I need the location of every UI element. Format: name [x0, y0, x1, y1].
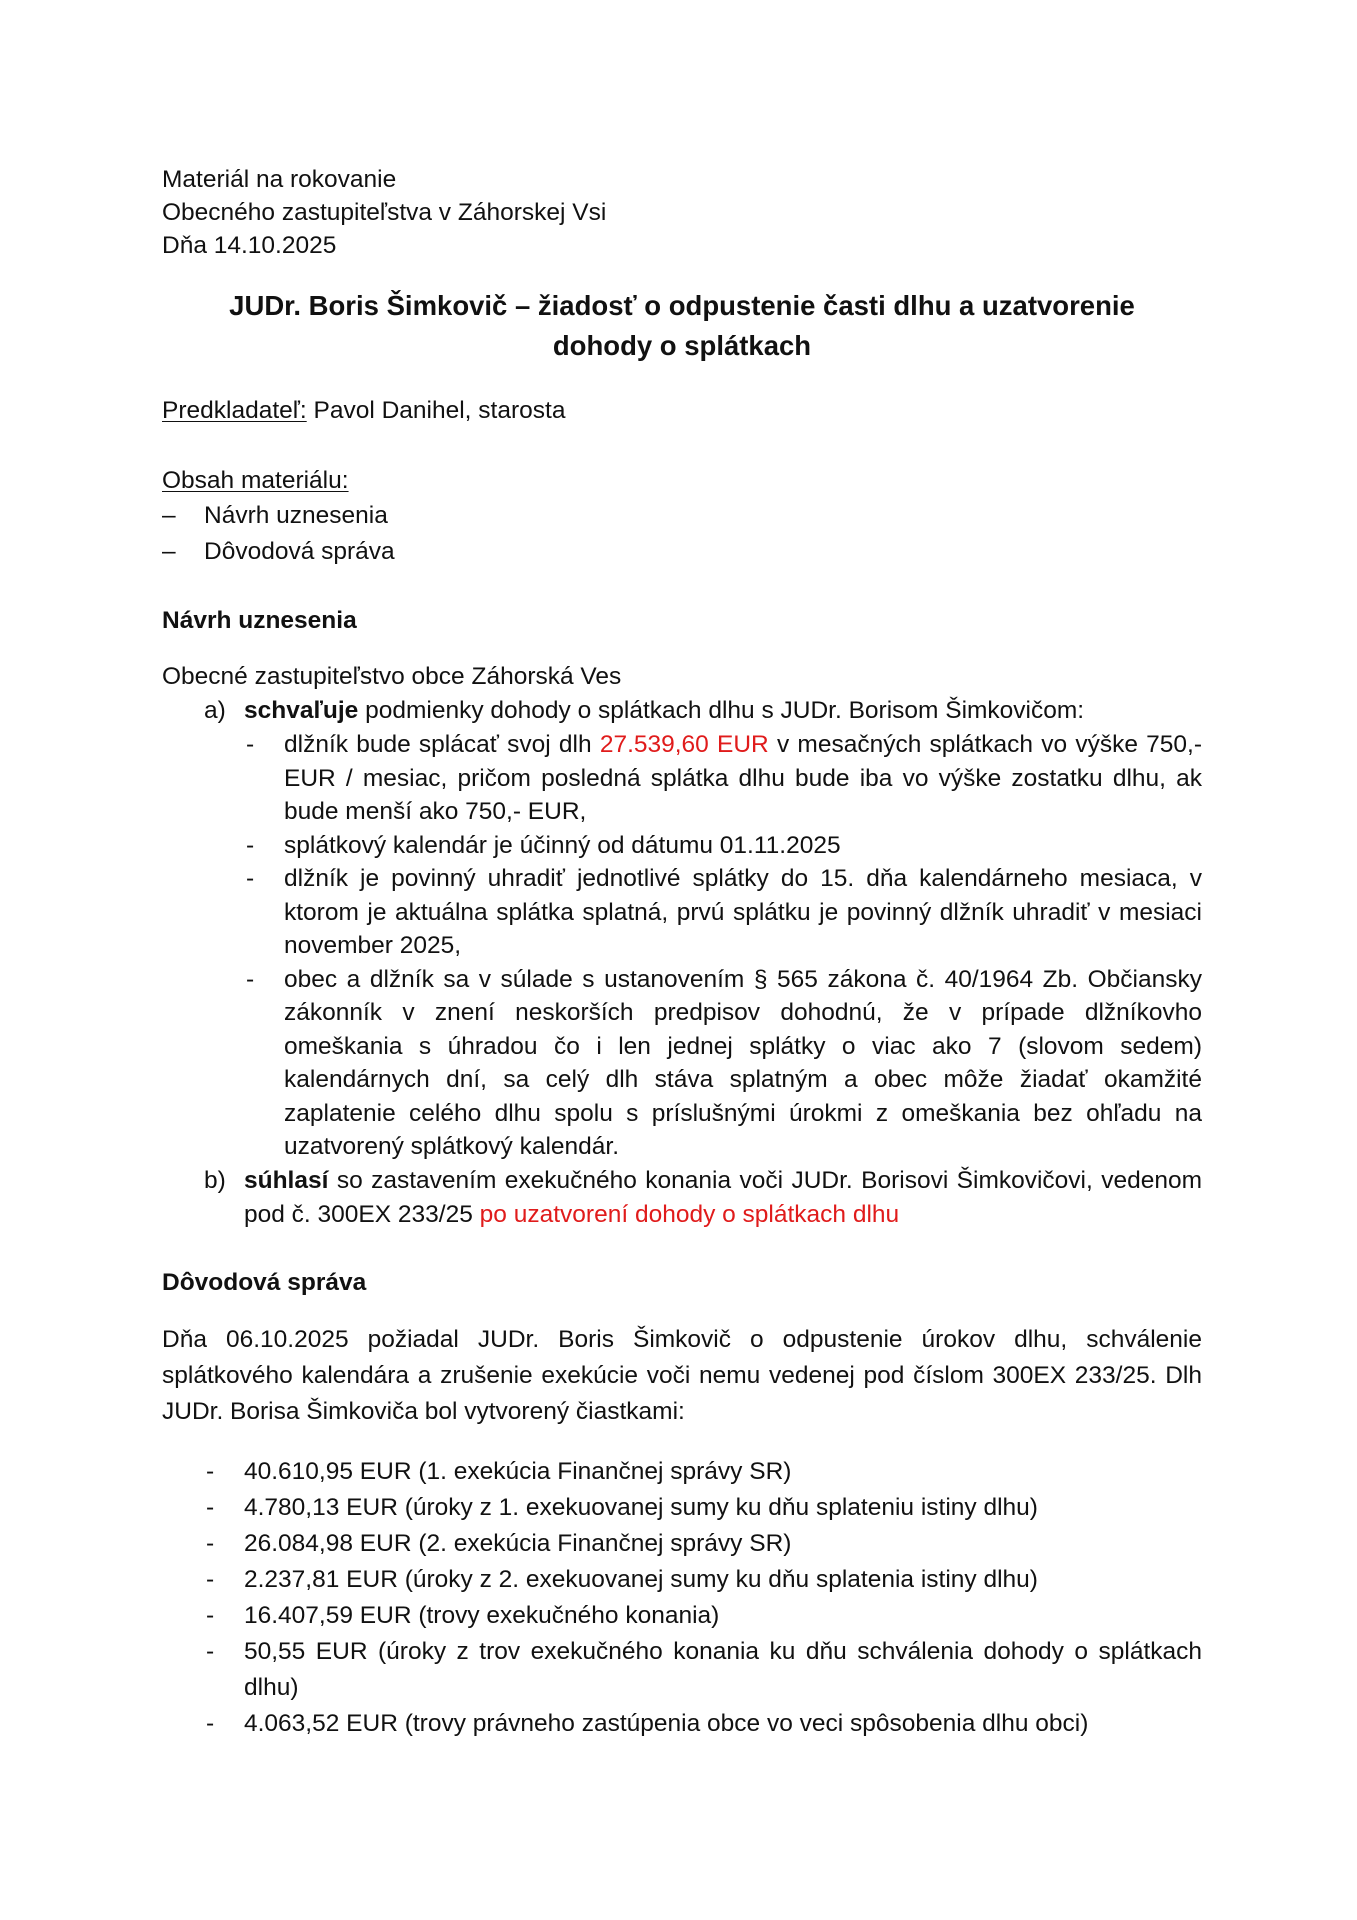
resolution-a-text: podmienky dohody o splátkach dlhu s JUDr. Borisom Šimkovičom: — [358, 697, 1085, 724]
condition-highlight: po uzatvorení dohody o splátkach dlhu — [479, 1200, 900, 1228]
condition-item — [244, 728, 1202, 829]
debt-amount-highlight: 27.539,60 EUR — [599, 731, 769, 758]
contents-item: – Návrh uznesenia — [162, 498, 1202, 534]
resolution-item-a — [162, 694, 1202, 1164]
item-marker: a) — [204, 697, 226, 724]
presenter-value: Pavol Danihel, starosta — [306, 397, 566, 424]
debt-amount-item: - 50,55 EUR (úroky z trov exekučného konania ku dňu schválenia dohody o splátkach dlhu) — [162, 1634, 1202, 1706]
title-line-1: JUDr. Boris Šimkovič – žiadosť o odpustenie časti dlhu a uzatvorenie — [229, 290, 1135, 321]
condition-text: v mesačných splátkach vo výške 750,- EUR / mesiac, pričom posledná splátka dlhu bude iba vo výške zostatku dlhu, ak bude menší ako 750,- EUR, — [284, 731, 1202, 825]
debt-amount-item: - 4.780,13 EUR (úroky z 1. exekuovanej sumy ku dňu splateniu istiny dlhu) — [162, 1490, 1202, 1526]
item-marker: b) — [204, 1166, 226, 1194]
document-title — [162, 286, 1202, 366]
debt-amount-item: - 16.407,59 EUR (trovy exekučného konania) — [162, 1598, 1202, 1634]
resolution-heading: Návrh uznesenia — [162, 607, 357, 634]
debt-amount-item: - 40.610,95 EUR (1. exekúcia Finančnej správy SR) — [162, 1454, 1202, 1490]
contents-label: Obsah materiálu: — [162, 467, 349, 494]
document-page — [162, 163, 1202, 1742]
resolution-b-text: so zastavením exekučného konania voči JUDr. Borisovi Šimkovičovi, vedenom pod č. 300EX 233/25 — [244, 1166, 1202, 1228]
condition-item: - splátkový kalendár je účinný od dátumu 01.11.2025 — [244, 829, 1202, 863]
debt-amount-item: - 4.063,52 EUR (trovy právneho zastúpenia obce vo veci spôsobenia dlhu obci) — [162, 1706, 1202, 1742]
debt-amount-item: - 26.084,98 EUR (2. exekúcia Finančnej správy SR) — [162, 1526, 1202, 1562]
resolution-verb-agrees: súhlasí — [244, 1166, 329, 1194]
reasoning-heading: Dôvodová správa — [162, 1268, 367, 1296]
contents-list — [162, 498, 1202, 570]
debt-amount-item: - 2.237,81 EUR (úroky z 2. exekuovanej sumy ku dňu splatenia istiny dlhu) — [162, 1562, 1202, 1598]
header-line-date: Dňa 14.10.2025 — [162, 232, 337, 259]
contents-section — [162, 464, 1202, 570]
presenter — [162, 394, 1202, 428]
condition-item: - obec a dlžník sa v súlade s ustanovením § 565 zákona č. 40/1964 Zb. Občiansky zákonník v znení neskorších predpisov dohodnú, že v prípade dlžníkovho omeškania s úhradou čo i len jednej splátky o viac ako 7 (slovom sedem) kalendárnych dní, sa celý dlh stáva splatným a obec môže žiadať okamžité zaplatenie celého dlhu spolu s príslušnými úrokmi z omeškania bez ohľadu na uzatvorený splátkový kalendár. — [244, 963, 1202, 1164]
condition-text: dlžník bude splácať svoj dlh — [284, 731, 600, 758]
reasoning-paragraph: Dňa 06.10.2025 požiadal JUDr. Boris Šimkovič o odpustenie úrokov dlhu, schválenie splátkového kalendára a zrušenie exekúcie voči nemu vedenej pod číslom 300EX 233/25. Dlh JUDr. Borisa Šimkoviča bol vytvorený čiastkami: — [162, 1325, 1202, 1425]
title-line-2: dohody o splátkach — [552, 330, 812, 361]
conditions-list — [244, 728, 1202, 1164]
resolution-item-b — [162, 1164, 1202, 1232]
condition-item: - dlžník je povinný uhradiť jednotlivé splátky do 15. dňa kalendárneho mesiaca, v ktorom je aktuálna splátka splatná, prvú splátku je povinný dlžník uhradiť v mesiaci november 2025, — [244, 862, 1202, 963]
presenter-label: Predkladateľ: — [162, 397, 307, 424]
contents-item: – Dôvodová správa — [162, 534, 1202, 570]
header-line-material: Materiál na rokovanie — [162, 166, 397, 193]
resolution-verb-approves: schvaľuje — [244, 697, 359, 724]
resolution-intro: Obecné zastupiteľstvo obce Záhorská Ves — [162, 663, 622, 690]
resolution-list — [162, 694, 1202, 1232]
header-line-council: Obecného zastupiteľstva v Záhorskej Vsi — [162, 199, 607, 226]
document-header — [162, 163, 1202, 262]
debt-amounts-list — [162, 1454, 1202, 1742]
